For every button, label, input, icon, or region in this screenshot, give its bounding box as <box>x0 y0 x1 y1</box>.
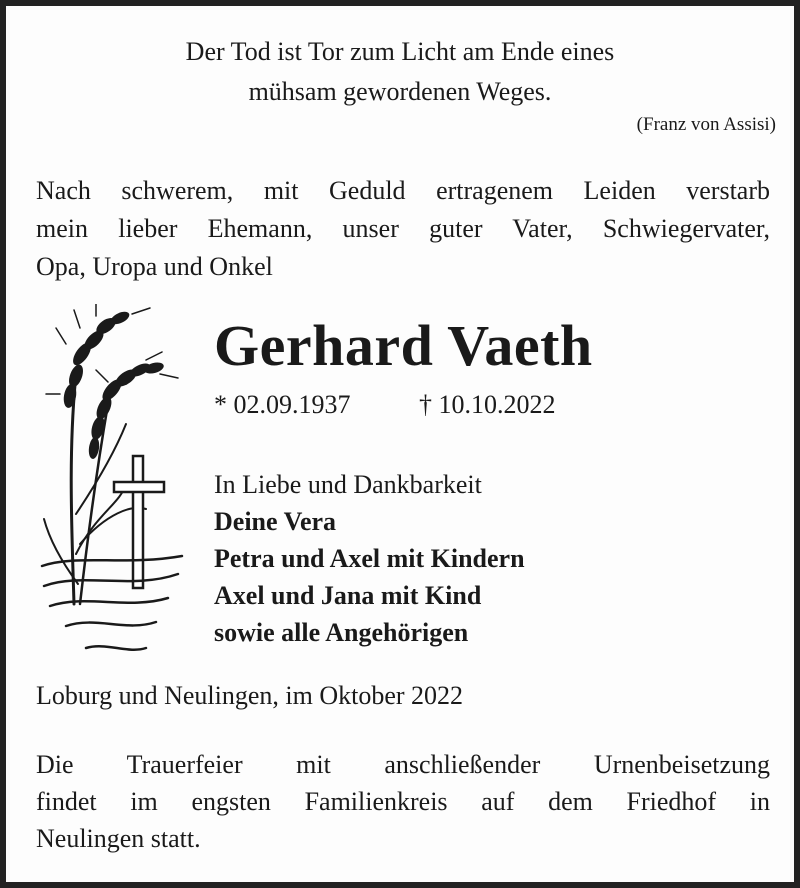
mourners <box>214 466 525 651</box>
intro-text <box>36 172 770 286</box>
ceremony-line-2: findet im engsten Familienkreis auf dem Friedhof in <box>36 787 770 816</box>
birth-date: * 02.09.1937 <box>214 390 351 419</box>
life-dates <box>214 390 556 420</box>
quote-line-2: mühsam gewordenen Weges. <box>248 77 552 106</box>
ceremony-line-1: Die Trauerfeier mit anschließender Urnenbeisetzung <box>36 750 770 779</box>
intro-line-2: mein lieber Ehemann, unser guter Vater, Schwiegervater, <box>36 214 770 243</box>
mourner-name: Petra und Axel mit Kindern <box>214 544 525 573</box>
intro-line-3: Opa, Uropa und Onkel <box>36 252 273 281</box>
mourner-name: sowie alle Angehörigen <box>214 618 469 647</box>
quote <box>6 32 794 112</box>
mourner-name: Axel und Jana mit Kind <box>214 581 482 610</box>
death-date: † 10.10.2022 <box>419 390 556 419</box>
place-date: Loburg und Neulingen, im Oktober 2022 <box>36 681 464 710</box>
mourners-intro: In Liebe und Dankbarkeit <box>214 470 482 499</box>
ceremony-text <box>36 746 770 857</box>
mourner-name: Deine Vera <box>214 507 337 536</box>
quote-line-1: Der Tod ist Tor zum Licht am Ende eines <box>185 37 615 66</box>
ceremony-line-3: Neulingen statt. <box>36 824 201 853</box>
wheat-and-cross-icon <box>36 304 186 676</box>
deceased-name: Gerhard Vaeth <box>214 313 593 378</box>
intro-line-1: Nach schwerem, mit Geduld ertragenem Leiden verstarb <box>36 176 770 205</box>
quote-source: (Franz von Assisi) <box>636 114 776 135</box>
